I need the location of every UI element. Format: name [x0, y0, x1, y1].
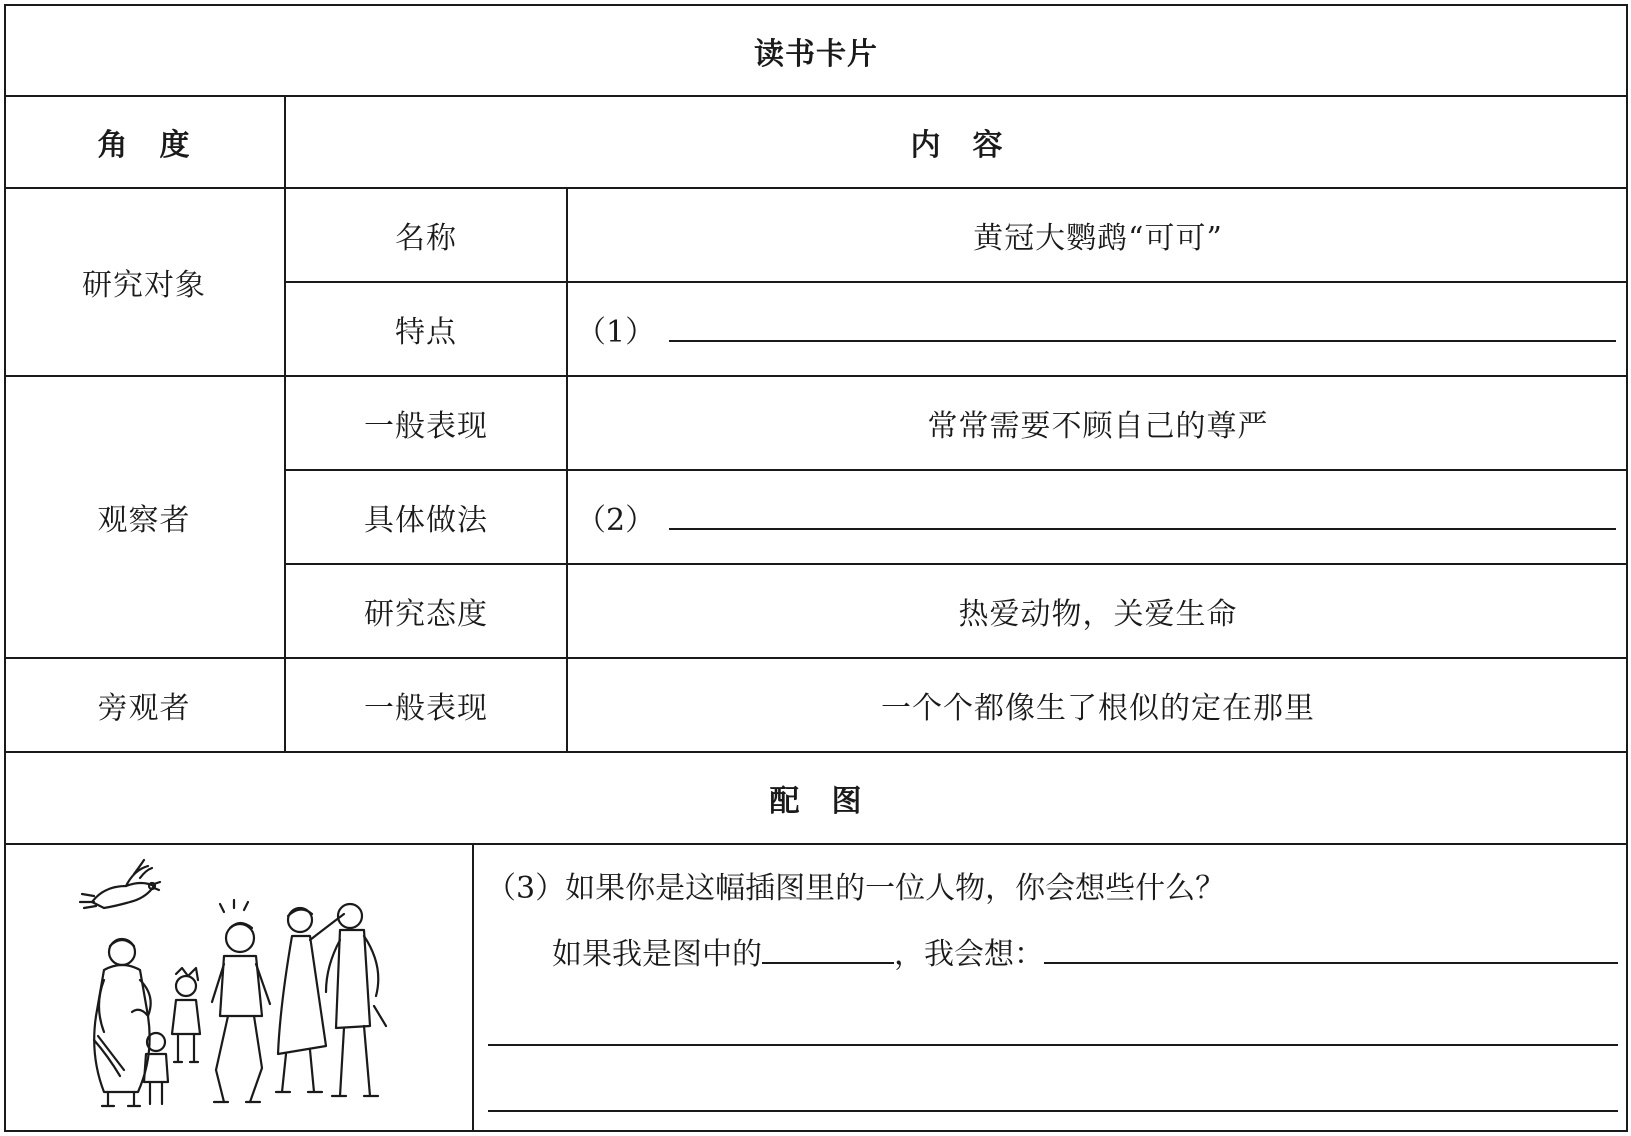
label-feature: 特点 [395, 315, 457, 350]
label-bystander-behavior: 一般表现 [364, 691, 488, 726]
answer-line-2[interactable] [488, 1044, 1618, 1046]
girl-figure [172, 968, 200, 1062]
illustration-image [64, 856, 424, 1118]
parrot-figure [80, 860, 160, 908]
card-title: 读书卡片 [754, 36, 878, 72]
thought-blank[interactable] [1044, 938, 1618, 964]
role-blank[interactable] [762, 938, 894, 964]
answer-middle: ，我会想： [894, 937, 1044, 972]
value-attitude: 热爱动物，关爱生命 [958, 597, 1238, 632]
startled-man-figure [212, 900, 270, 1102]
method-answer-blank[interactable] [669, 504, 1616, 530]
answer-line-3[interactable] [488, 1110, 1618, 1112]
group-observer: 观察者 [97, 503, 191, 538]
label-name: 名称 [395, 221, 457, 256]
feature-answer-blank[interactable] [669, 316, 1616, 342]
woman-figure [94, 939, 151, 1106]
answer-line-1 [552, 928, 1618, 974]
label-general-behavior: 一般表现 [364, 409, 488, 444]
method-blank-row [576, 471, 1616, 563]
reading-card [4, 4, 1628, 1132]
question-text: （3）如果你是这幅插图里的一位人物，你会想些什么？ [486, 871, 1226, 906]
header-angle: 角 度 [97, 128, 191, 163]
group-research-object: 研究对象 [82, 268, 206, 303]
value-name: 黄冠大鹦鹉“可可” [973, 221, 1223, 256]
rule [4, 843, 1628, 845]
value-bystander-behavior: 一个个都像生了根似的定在那里 [881, 691, 1315, 726]
header-content: 内 容 [910, 128, 1004, 163]
value-general-behavior: 常常需要不顾自己的尊严 [927, 409, 1269, 444]
couple-figure [276, 904, 386, 1096]
method-blank-number: （2） [576, 503, 656, 538]
feature-blank-number: （1） [576, 315, 656, 350]
answer-prefix: 如果我是图中的 [552, 937, 762, 972]
label-attitude: 研究态度 [364, 597, 488, 632]
boy-figure [144, 1033, 168, 1104]
illustration-heading: 配 图 [769, 784, 863, 819]
label-method: 具体做法 [364, 503, 488, 538]
col-rule [472, 843, 474, 1132]
border-bottom [4, 1130, 1628, 1132]
feature-blank-row [576, 283, 1616, 375]
group-bystander: 旁观者 [97, 691, 191, 726]
